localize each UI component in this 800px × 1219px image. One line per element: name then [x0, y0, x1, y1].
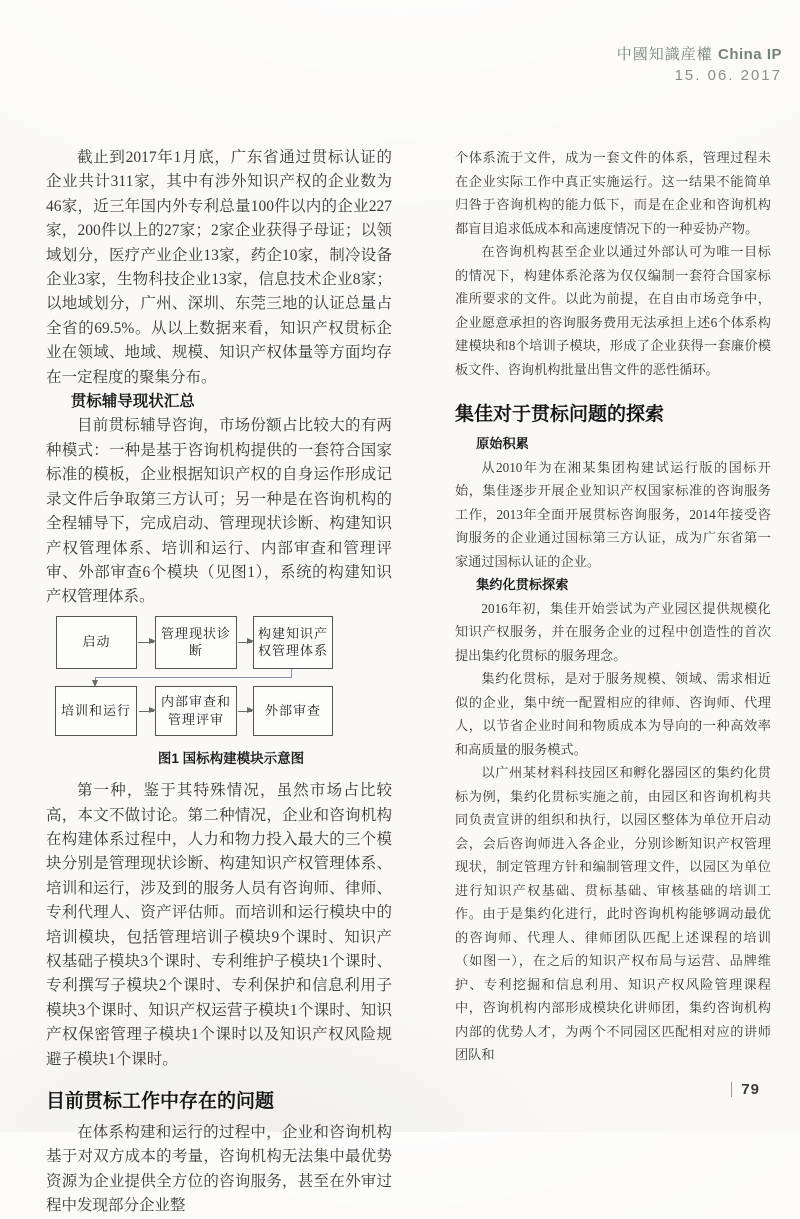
page-number: 79: [741, 1081, 760, 1098]
section-heading: 集佳对于贯标问题的探索: [455, 404, 665, 425]
arrow-down-icon: [95, 677, 96, 685]
paragraph: 在体系构建和运行的过程中，企业和咨询机构基于对双方成本的考量，咨询机构无法集中最优势资源为企业提供全方位的咨询服务，甚至在外审过程中发现部分企业整: [46, 1124, 392, 1215]
arrow-right-icon: [238, 711, 252, 712]
flowchart-box-build-system: 构建知识产权管理体系: [253, 616, 333, 669]
paragraph: 目前贯标辅导咨询，市场份额占比较大的有两种模式：一种是基于咨询机构提供的一套符合国家标准的模板，企业根据知识产权的自身运作形成记录文件后争取第三方认可；另一种是在咨询机构的全程辅导下，完成启动、管理现状诊断、构建知识产权管理体系、培训和运行、内部审查和管理评审、外部审查6个模块（见图1），系统的构建知识产权管理体系。: [46, 417, 392, 606]
flowchart-box-internal-audit: 内部审查和管理评审: [155, 686, 237, 736]
paragraph: 截止到2017年1月底，广东省通过贯标认证的企业共计311家，其中有涉外知识产权的企业数为46家，近三年国内外专利总量100件以内的企业227家，200件以上的27家；2家企业获得子母证；以领域划分，医疗产业企业13家，药企10家，制冷设备企业3家，生物科技企业13家，信息技术企业8家；以地域划分，广州、深圳、东莞三地的认证总量占全省的69.5%。从以上数据来看，知识产权贯标企业在领域、地域、规模、知识产权体量等方面均存在一定程度的聚集分布。: [46, 149, 392, 386]
paragraph: 以广州某材料科技园区和孵化器园区的集约化贯标为例，集约化贯标实施之前，由园区和咨询机构共同负责宣讲的组织和执行，以园区整体为单位开启动会，会后咨询师进入各企业，分别诊断知识产权管理现状，制定管理方针和编制管理文件，以园区为单位进行知识产权基础、贯标基础、审核基础的培训工作。由于是集约化进行，此时咨询机构能够调动最优的咨询师、代理人、律师团队匹配上述课程的培训（如图一），在之后的知识产权布局与运营、品牌维护、专利挖掘和信息利用、知识产权风险管理课程中，咨询机构内部形成模块化讲师团，集约咨询机构内部的优势人才，为两个不同园区匹配相对应的讲师团队和: [455, 765, 771, 1062]
magazine-title-en: China IP: [717, 46, 782, 63]
paragraph: 从2010年为在湘某集团构建试运行版的国标开始，集佳逐步开展企业知识产权国家标准的咨询服务工作，2013年全面开展贯标咨询服务，2014年接受咨询服务的企业通过国标第三方认证，成为广东省第一家通过国标认证的企业。: [455, 459, 771, 569]
left-column: [46, 146, 392, 1219]
flowchart-box-training: 培训和运行: [55, 686, 137, 736]
paragraph: 2016年初，集佳开始尝试为产业园区提供规模化知识产权服务，并在服务企业的过程中创造性的首次提出集约化贯标的服务理念。: [455, 600, 771, 663]
subheading: 贯标辅导现状汇总: [70, 393, 195, 411]
arrow-right-icon: [139, 711, 154, 712]
figure-caption: 图1 国标构建模块示意图: [157, 750, 305, 766]
connector-line: [95, 677, 292, 678]
arrow-right-icon: [138, 642, 154, 643]
page-footer: [731, 1081, 760, 1098]
subheading: 集约化贯标探索: [476, 577, 569, 592]
magazine-title-cn: 中國知識産權: [616, 46, 713, 63]
paragraph: 第一种，鉴于其特殊情况，虽然市场占比较高，本文不做讨论。第二种情况，企业和咨询机构在构建体系过程中，人力和物力投入最大的三个模块分别是管理现状诊断、构建知识产权管理体系、培训和运行，涉及到的服务人员有咨询师、律师、专利代理人、资产评估师。而培训和运行模块中的培训模块，包括管理培训子模块9个课时、知识产权基础子模块3个课时、专利维护子模块1个课时、专利撰写子模块2个课时、专利保护和信息利用子模块3个课时、知识产权运营子模块1个课时、知识产权保密管理子模块1个课时以及知识产权风险规避子模块1个课时。: [46, 782, 392, 1068]
paragraph: 个体系流于文件，成为一套文件的体系，管理过程未在企业实际工作中真正实施运行。这一结果不能简单归咎于咨询机构的能力低下，而是在企业和咨询机构都盲目追求低成本和高速度情况下的一种妥协产物。: [455, 150, 771, 236]
section-heading: 目前贯标工作中存在的问题: [46, 1091, 275, 1112]
right-column: [455, 146, 771, 1067]
paragraph: 在咨询机构甚至企业以通过外部认可为唯一目标的情况下，构建体系沦落为仅仅编制一套符合国家标准所要求的文件。以此为前提，在自由市场竞争中，企业愿意承担的咨询服务费用无法承担上述6个体系构建模块和8个培训子模块，形成了企业获得一套廉价模板文件、咨询机构批量出售文件的恶性循环。: [455, 244, 771, 377]
figure-1: [46, 616, 392, 771]
arrow-right-icon: [238, 642, 252, 643]
footer-divider: [731, 1082, 732, 1097]
issue-date: 15. 06. 2017: [674, 66, 782, 84]
subheading: 原始积累: [476, 436, 529, 451]
flowchart-box-diagnosis: 管理现状诊断: [155, 616, 237, 669]
magazine-header: [617, 46, 782, 86]
flowchart: [46, 616, 392, 738]
flowchart-box-external-audit: 外部审查: [253, 686, 333, 736]
magazine-title: [617, 46, 782, 65]
paragraph: 集约化贯标，是对于服务规模、领域、需求相近似的企业，集中统一配置相应的律师、咨询师、代理人，以节省企业时间和物质成本为导向的一种高效率和高质量的服务模式。: [455, 671, 771, 757]
connector-line: [291, 669, 292, 677]
flowchart-box-start: 启动: [56, 616, 137, 669]
